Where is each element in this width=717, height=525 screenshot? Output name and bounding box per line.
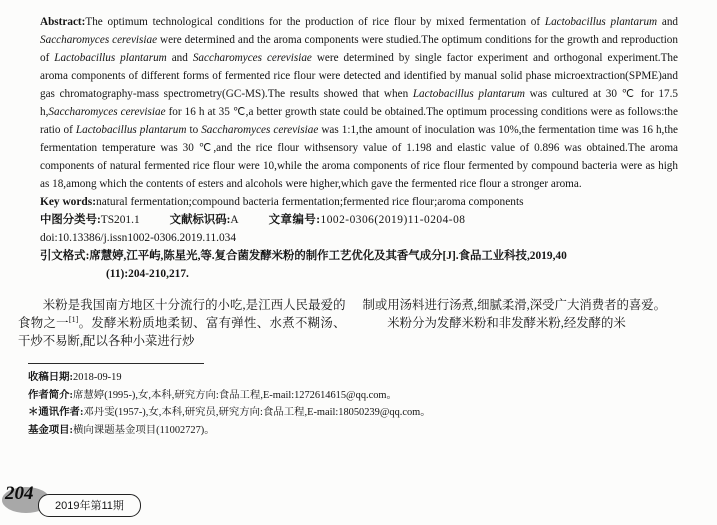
funding-label: 基金项目:	[28, 424, 74, 436]
body-paragraph-right-continued: 制或用汤料进行汤煮,细腻柔滑,深受广大消费者的喜爱。	[362, 298, 667, 312]
citation-block	[40, 247, 678, 283]
keywords-line	[40, 193, 678, 211]
issue-badge: 2019年第11期	[38, 494, 141, 517]
received-date-line	[28, 369, 690, 387]
left-column	[18, 296, 346, 350]
page-number: 204	[5, 483, 34, 504]
citation-line-1	[40, 247, 678, 265]
document-code-value: A	[230, 214, 239, 226]
classification-line	[40, 211, 678, 229]
page-footer	[2, 483, 262, 519]
article-id	[269, 211, 466, 229]
clc-number-value: TS201.1	[100, 214, 140, 226]
corresponding-author-value: 邓丹雯(1957-),女,本科,研究员,研究方向:食品工程,E-mail:18050239@qq.com。	[83, 407, 431, 418]
front-matter	[40, 13, 678, 283]
corresponding-author-label: ＊通讯作者:	[28, 407, 84, 418]
funding-value: 横向课题基金项目(11002727)。	[73, 424, 215, 436]
footnotes-section	[28, 363, 690, 439]
body-columns	[18, 296, 690, 350]
keywords-text: natural fermentation;compound bacteria fermentation;fermented rice flour;aroma components	[96, 196, 524, 208]
document-code	[170, 211, 239, 229]
body-paragraph-left: 米粉是我国南方地区十分流行的小吃,是江西人民最爱的食物之一[1]。发酵米粉质地柔韧、富有弹性、水煮不糊汤、干炒不易断,配以各种小菜进行炒	[18, 298, 346, 348]
funding-line	[28, 422, 690, 440]
doi-line: doi:10.13386/j.issn1002-0306.2019.11.034	[40, 232, 237, 244]
abstract-label: Abstract:	[40, 16, 86, 28]
document-code-label: 文献标识码:	[169, 214, 231, 226]
footnote-separator-rule	[28, 363, 204, 364]
author-bio-value: 席慧婷(1995-),女,本科,研究方向:食品工程,E-mail:1272614615@qq.com。	[73, 389, 397, 401]
corresponding-author-line	[28, 404, 690, 422]
received-date-label: 收稿日期:	[28, 372, 74, 383]
citation-label: 引文格式:	[40, 250, 90, 262]
right-column	[363, 296, 691, 350]
keywords-label: Key words:	[40, 196, 96, 208]
abstract-paragraph	[40, 13, 678, 193]
author-bio-label: 作者简介:	[28, 389, 74, 401]
citation-text: 席慧婷,江平屿,陈星光,等.复合菌发酵米粉的制作工艺优化及其香气成分[J].食品工业科技,2019,40	[89, 250, 567, 262]
clc-number	[40, 211, 140, 229]
citation-line-2: (11):204-210,217.	[106, 268, 189, 280]
abstract-text: The optimum technological conditions for the production of rice flour by mixed fermentation of Lactobacillus plantarum and Saccharomyces cerevisiae were determined and the aroma components were studied.The optimum conditions for the growth and reproduction of Lactobacillus plantarum and Saccharomyces cerevisiae were determined by single factor experiment and orthogonal experiment.The aroma components of different forms of fermented rice flour were detected and identified by manual solid phase microextraction(SPME)and gas chromatography-mass spectrometry(GC-MS).The results showed that when Lactobacillus plantarum was cultured at 30 ℃ for 17.5 h,Saccharomyces cerevisiae for 16 h at 35 ℃,a better growth state could be obtained.The optimum processing conditions were as follows:the ratio of Lactobacillus plantarum to Saccharomyces cerevisiae was 1:1,the amount of inoculation was 10%,the fermentation time was 16 h,the fermentation temperature was 30 ℃,and the rice flour withsensory value of 1.198 and elastic value of 0.896 was obtained.The aroma components of natural fermented rice flour were 10,while the aroma components of rice flour fermented by compound bacteria were as high as 18,among which the contents of esters and alcohols were higher,which gave the fermented rice flour a stronger aroma.	[40, 16, 679, 190]
author-bio-line	[28, 387, 690, 405]
article-id-label: 文章编号:	[268, 214, 321, 226]
article-id-value: 1002-0306(2019)11-0204-08	[320, 214, 466, 226]
body-paragraph-right-new: 米粉分为发酵米粉和非发酵米粉,经发酵的米	[387, 316, 626, 330]
clc-number-label: 中图分类号:	[40, 214, 101, 226]
received-date-value: 2018-09-19	[73, 372, 122, 383]
